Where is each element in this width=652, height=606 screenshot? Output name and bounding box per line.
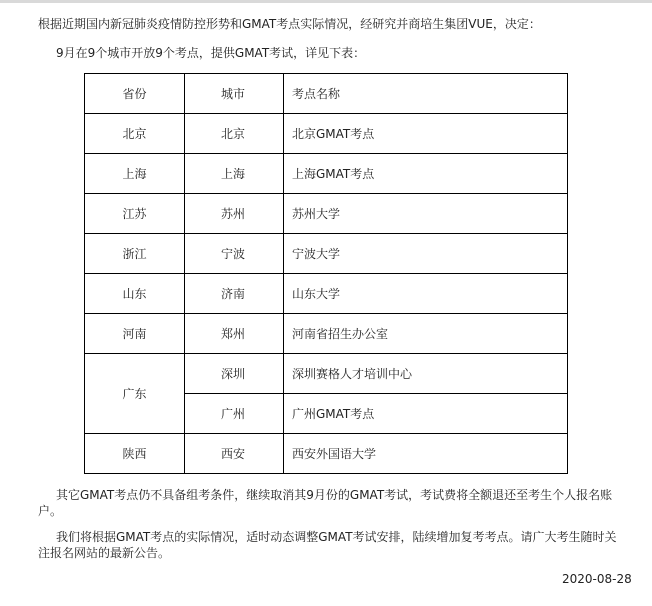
table-row (85, 234, 568, 274)
cell-city: 郑州 (185, 314, 284, 354)
cell-site: 北京GMAT考点 (284, 114, 568, 154)
table-row (85, 194, 568, 234)
cell-province: 河南 (85, 314, 185, 354)
cell-province: 北京 (85, 114, 185, 154)
cell-site: 上海GMAT考点 (284, 154, 568, 194)
table-row (85, 154, 568, 194)
cell-site: 深圳赛格人才培训中心 (284, 354, 568, 394)
header-city: 城市 (185, 74, 284, 114)
cell-city: 西安 (185, 434, 284, 474)
cell-city: 济南 (185, 274, 284, 314)
cell-site: 苏州大学 (284, 194, 568, 234)
cell-city: 广州 (185, 394, 284, 434)
subheading-paragraph: 9月在9个城市开放9个考点，提供GMAT考试，详见下表： (56, 46, 366, 60)
table-row (85, 114, 568, 154)
header-site: 考点名称 (284, 74, 568, 114)
cell-site: 广州GMAT考点 (284, 394, 568, 434)
table-row (85, 314, 568, 354)
cell-province: 上海 (85, 154, 185, 194)
table-row (85, 434, 568, 474)
cell-site: 宁波大学 (284, 234, 568, 274)
announcement-date: 2020-08-28 (562, 572, 632, 586)
top-border (0, 0, 652, 3)
note-paragraph-cancellation: 其它GMAT考点仍不具备组考条件，继续取消其9月份的GMAT考试，考试费将全额退还至考生个人报名账户。 (38, 488, 613, 518)
test-center-table (84, 73, 568, 474)
note-paragraph-updates: 我们将根据GMAT考点的实际情况，适时动态调整GMAT考试安排，陆续增加复考考点。请广大考生随时关注报名网站的最新公告。 (38, 530, 617, 560)
cell-site: 河南省招生办公室 (284, 314, 568, 354)
cell-province: 江苏 (85, 194, 185, 234)
intro-paragraph: 根据近期国内新冠肺炎疫情防控形势和GMAT考点实际情况，经研究并商培生集团VUE，决定： (38, 17, 541, 31)
cell-city: 宁波 (185, 234, 284, 274)
cell-province: 陕西 (85, 434, 185, 474)
header-province: 省份 (85, 74, 185, 114)
cell-city: 深圳 (185, 354, 284, 394)
cell-city: 北京 (185, 114, 284, 154)
cell-city: 苏州 (185, 194, 284, 234)
cell-site: 西安外国语大学 (284, 434, 568, 474)
table-header-row (85, 74, 568, 114)
table-row (85, 354, 568, 394)
cell-city: 上海 (185, 154, 284, 194)
cell-province: 浙江 (85, 234, 185, 274)
cell-province: 山东 (85, 274, 185, 314)
cell-province-merged: 广东 (85, 354, 185, 434)
table-row (85, 274, 568, 314)
cell-site: 山东大学 (284, 274, 568, 314)
